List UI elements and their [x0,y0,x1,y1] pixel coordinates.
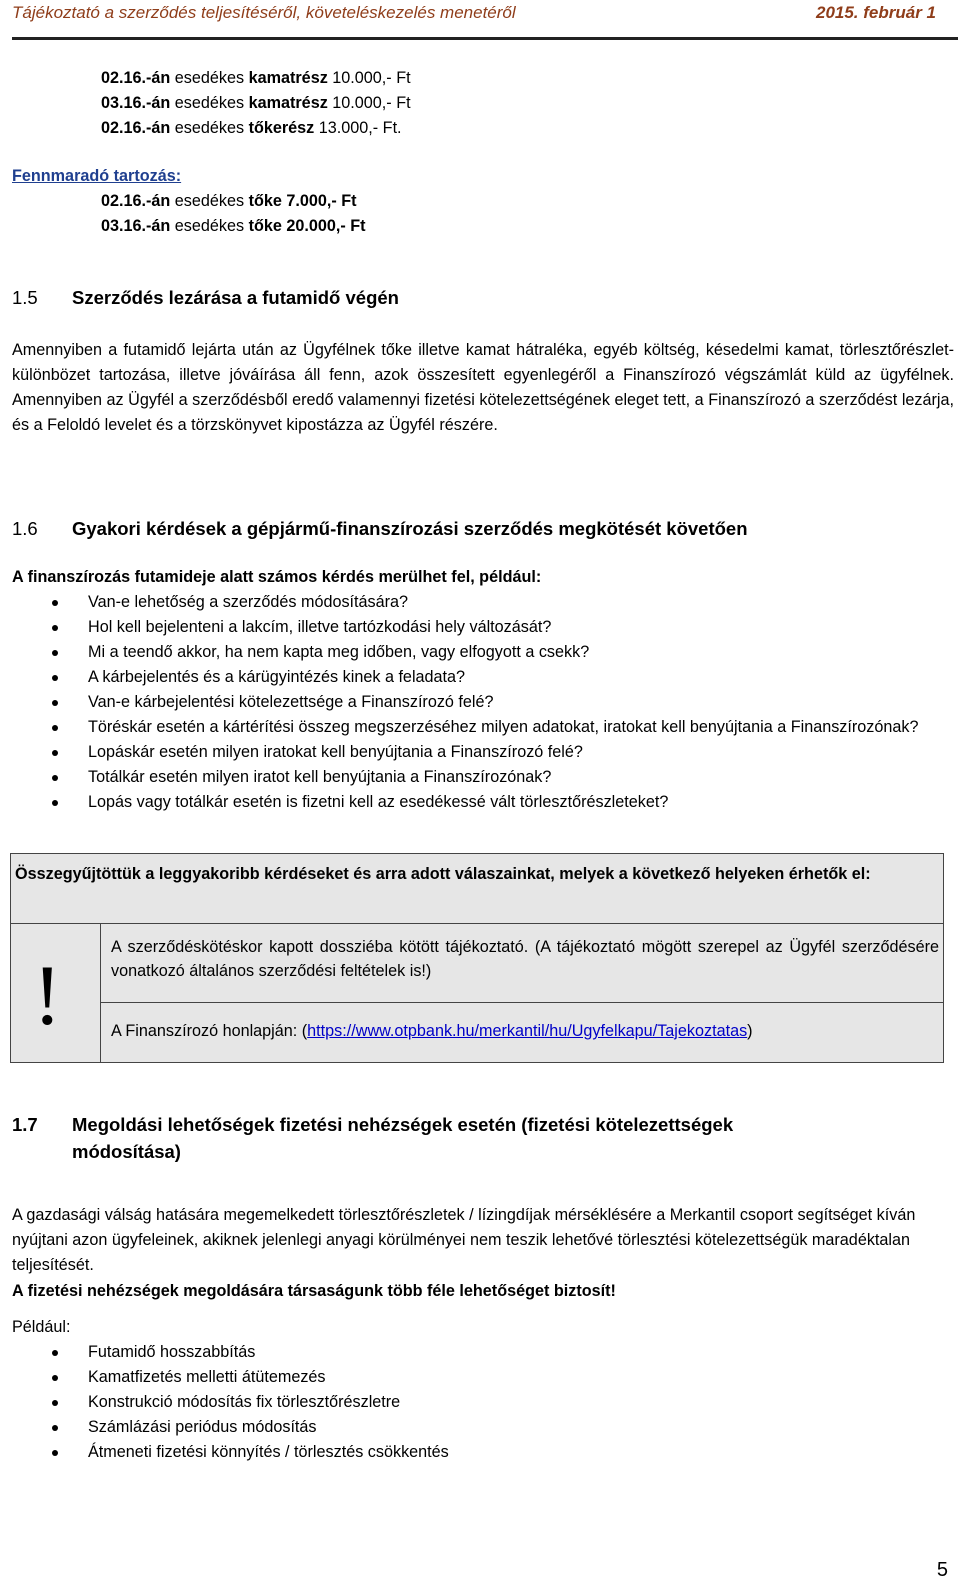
due-item-amount: 13.000,- Ft. [314,119,402,137]
list-item-text: Számlázási periódus módosítás [88,1418,317,1436]
bullet-icon [52,650,58,656]
due-items-list [12,66,960,141]
bullet-icon [52,775,58,781]
due-item-text: esedékes [170,69,249,87]
bullet-icon [52,1375,58,1381]
due-item-kind: kamatrész [248,94,328,112]
list-item-text: Van-e lehetőség a szerződés módosítására? [88,593,409,611]
info-box-row-text: A szerződéskötéskor kapott dossziéba kötött tájékoztató. (A tájékoztató mögött szerepel az Ügyfél szerződésére vonatkozó általános szerződési feltételek is!) [111,938,939,980]
section-title: Szerződés lezárása a futamidő végén [72,287,399,308]
list-item-text: Kamatfizetés melletti átütemezés [88,1368,326,1386]
due-item [101,116,960,141]
section-1-6-heading [12,517,956,541]
list-item-text: Mi a teendő akkor, ha nem kapta meg időben, vagy elfogyott a csekk? [88,643,590,661]
section-1-7-paragraph: A gazdasági válság hatására megemelkedett törlesztőrészletek / lízingdíjak mérséklésére a Merkantil csoport segítséget kíván nyújtani azon ügyfeleinek, akiknek jelenlegi anyagi körülményei nem teszik lehetővé törlesztési kötelezettségük maradéktalan teljesítését. [12,1206,916,1274]
exclamation-icon: ! [33,947,62,1043]
list-item [12,1365,956,1390]
section-1-5-paragraph: Amennyiben a futamidő lejárta után az Ügyfélnek tőke illetve kamat hátraléka, egyéb költség, késedelmi kamat, törlesztőrészlet-különbözet tartozása, illetve jóváírása áll fenn, azok összesített egyenlegéről a Finanszírozó végszámlát küld az ügyfélnek. Amennyiben az Ügyfél a szerződésből eredő valamennyi fizetési kötelezettségének eleget tett, a Finanszírozó a szerződést lezárja, és a Feloldó levelet és a törzskönyvet kipostázza az Ügyfél részére. [12,341,954,434]
info-box-row [101,1003,943,1063]
info-box-table [11,923,943,1064]
remaining-item-date: 02.16.-án [101,192,171,210]
list-item [12,1415,956,1440]
list-item-text: Futamidő hosszabbítás [88,1343,256,1361]
section-number: 1.6 [12,518,38,539]
due-item-date: 02.16.-án [101,119,171,137]
list-item-text: Van-e kárbejelentési kötelezettsége a Finanszírozó felé? [88,693,494,711]
due-item [101,91,960,116]
remaining-label: Fennmaradó tartozás: [12,167,182,185]
remaining-item [12,214,956,239]
list-item-text: Totálkár esetén milyen iratot kell benyújtania a Finanszírozónak? [88,768,552,786]
list-item [12,665,954,690]
remaining-item-kind: tőke 7.000,- Ft [248,192,357,210]
header-date: 2015. február 1 [815,3,936,22]
due-item-text: esedékes [170,119,249,137]
list-item-text: Lopáskár esetén milyen iratokat kell benyújtania a Finanszírozó felé? [88,743,583,761]
list-item [12,615,954,640]
list-item-text: Konstrukció módosítás fix törlesztőrészletre [88,1393,401,1411]
list-item [12,640,954,665]
bullet-icon [52,1450,58,1456]
remaining-item-date: 03.16.-án [101,217,171,235]
link-prefix: A Finanszírozó honlapján: ( [111,1022,308,1040]
due-item-kind: tőkerész [248,119,315,137]
remaining-item-text: esedékes [170,192,249,210]
section-title-line: módosítása) [72,1141,181,1162]
bullet-icon [52,750,58,756]
examples-label: Például: [12,1318,71,1336]
bullet-icon [52,725,58,731]
section-1-5-heading [12,286,956,310]
list-item [12,1440,956,1465]
bullet-icon [52,1425,58,1431]
header-title: Tájékoztató a szerződés teljesítéséről, követeléskezelés menetéről [12,3,516,22]
remaining-debt [12,164,956,239]
due-item-date: 02.16.-án [101,69,171,87]
remaining-item-text: esedékes [170,217,249,235]
due-item-amount: 10.000,- Ft [327,94,411,112]
section-1-7-statement: A fizetési nehézségek megoldására társaságunk több féle lehetőséget biztosít! [12,1282,616,1300]
list-item [12,715,954,740]
due-item-text: esedékes [170,94,249,112]
website-link[interactable]: https://www.otpbank.hu/merkantil/hu/Ugyfelkapu/Tajekoztatas [307,1022,748,1040]
bullet-icon [52,625,58,631]
info-box-row-text [111,1019,939,1043]
remaining-item-kind: tőke 20.000,- Ft [248,217,366,235]
examples-list [12,1340,956,1465]
due-item-amount: 10.000,- Ft [327,69,411,87]
list-item [12,1390,956,1415]
list-item-text: A kárbejelentés és a kárügyintézés kinek a feladata? [88,668,466,686]
list-item-text: Átmeneti fizetési könnyítés / törlesztés csökkentés [88,1443,449,1461]
remaining-item [12,189,956,214]
due-item-date: 03.16.-án [101,94,171,112]
bullet-icon [52,675,58,681]
list-item [12,740,954,765]
bullet-icon [52,800,58,806]
list-item [12,765,954,790]
due-item-kind: kamatrész [248,69,328,87]
section-number: 1.7 [12,1114,38,1135]
page-number: 5 [936,1559,948,1581]
list-item-text: Töréskár esetén a kártérítési összeg megszerzéséhez milyen adatokat, iratokat kell benyújtania a Finanszírozónak? [88,718,919,736]
section-title: Gyakori kérdések a gépjármű-finanszírozási szerződés megkötését követően [72,518,748,539]
list-item [12,790,954,815]
list-item-text: Lopás vagy totálkár esetén is fizetni kell az esedékessé vált törlesztőrészleteket? [88,793,669,811]
info-box-row [101,924,943,1003]
section-1-6-intro: A finanszírozás futamideje alatt számos kérdés merülhet fel, például: [12,568,542,586]
list-item [12,1340,956,1365]
list-item [12,690,954,715]
bullet-icon [52,600,58,606]
header-divider [12,37,958,40]
list-item-text: Hol kell bejelenteni a lakcím, illetve tartózkodási hely változását? [88,618,552,636]
section-number: 1.5 [12,287,38,308]
bullet-icon [52,700,58,706]
info-box [10,853,944,1063]
info-box-title: Összegyűjtöttük a leggyakoribb kérdéseket és arra adott válaszainkat, melyek a következő helyeken érhetők el: [15,865,871,883]
page-header [12,0,936,28]
link-suffix: ) [747,1022,753,1040]
bullet-icon [52,1350,58,1356]
section-1-7-heading [12,1111,956,1165]
exclamation-cell [11,924,101,1063]
due-item [101,66,960,91]
bullet-icon [52,1400,58,1406]
questions-list [12,590,954,815]
section-title-line: Megoldási lehetőségek fizetési nehézségek esetén (fizetési kötelezettségek [72,1114,734,1135]
list-item [12,590,954,615]
